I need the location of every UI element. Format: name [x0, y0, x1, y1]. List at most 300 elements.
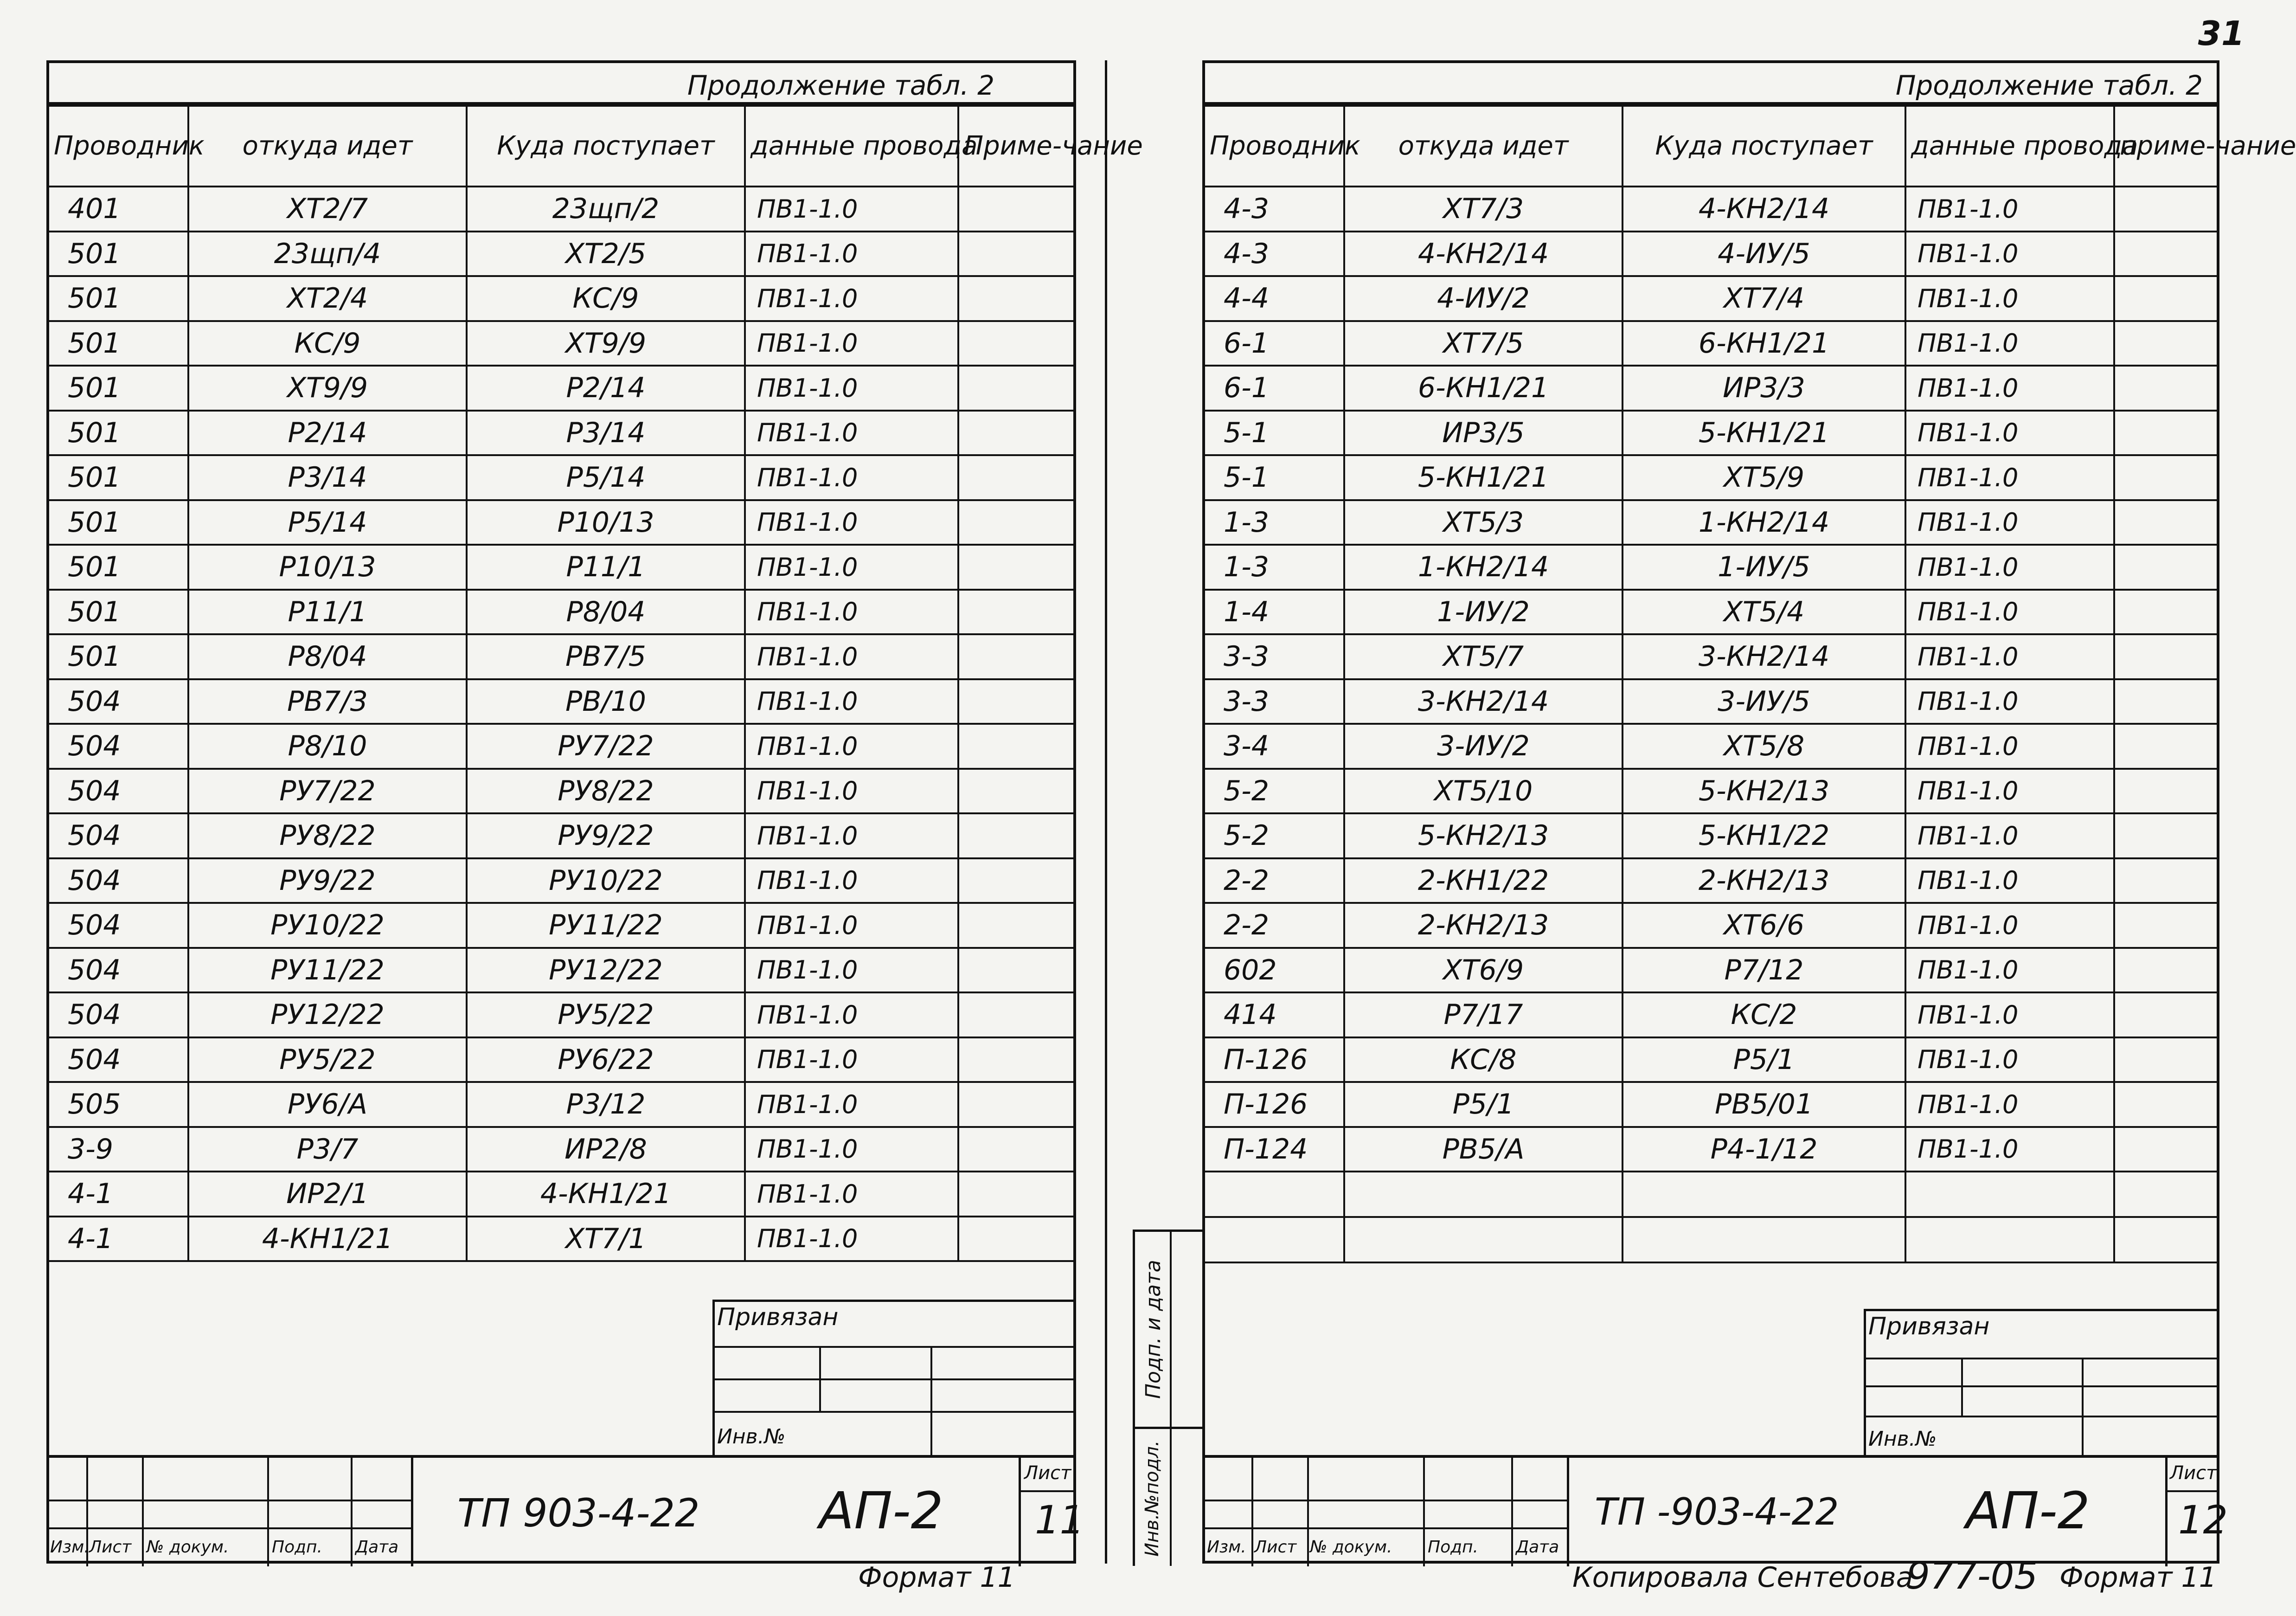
wire-id-cell: 3-3 — [1205, 634, 1344, 679]
stamp-label-doc-no: № докум. — [147, 1538, 229, 1557]
to-cell: Р8/04 — [467, 590, 745, 635]
wire-id-cell: 602 — [1205, 948, 1344, 993]
from-cell: РУ12/22 — [188, 992, 467, 1037]
wire-id-cell: 504 — [49, 813, 188, 858]
wire-id-cell: 1-3 — [1205, 500, 1344, 545]
to-cell: 1-КН2/14 — [1623, 500, 1905, 545]
table-row — [49, 321, 1073, 366]
stamp-label-izm: Изм. — [1207, 1538, 1246, 1557]
to-cell: Р7/12 — [1623, 948, 1905, 993]
wire-data-cell: ПВ1-1.0 — [1905, 992, 2114, 1037]
note-cell — [958, 500, 1073, 545]
table-row — [1205, 903, 2217, 948]
wire-id-cell: 505 — [49, 1082, 188, 1127]
note-cell — [958, 187, 1073, 232]
wire-data-cell: ПВ1-1.0 — [1905, 455, 2114, 500]
to-cell: 4-ИУ/5 — [1623, 232, 1905, 277]
wire-data-cell: ПВ1-1.0 — [745, 276, 958, 321]
to-cell: 2-КН2/13 — [1623, 858, 1905, 903]
to-cell: ИР3/3 — [1623, 366, 1905, 411]
note-cell — [2114, 1082, 2217, 1127]
from-cell: РУ11/22 — [188, 948, 467, 993]
to-cell: РУ6/22 — [467, 1037, 745, 1082]
to-cell: Р10/13 — [467, 500, 745, 545]
list-number: 12 — [2178, 1497, 2228, 1543]
note-cell — [958, 1127, 1073, 1172]
wire-id-cell: 501 — [49, 500, 188, 545]
wire-id-cell: 504 — [49, 858, 188, 903]
to-cell: РУ8/22 — [467, 769, 745, 814]
wire-id-cell: 4-3 — [1205, 187, 1344, 232]
table-row — [1205, 1037, 2217, 1082]
from-cell: Р3/7 — [188, 1127, 467, 1172]
table-row — [1205, 858, 2217, 903]
from-cell: РУ9/22 — [188, 858, 467, 903]
table-row — [1205, 948, 2217, 993]
from-cell: Р8/10 — [188, 724, 467, 769]
wire-data-cell: ПВ1-1.0 — [745, 590, 958, 635]
wire-id-cell: 4-3 — [1205, 232, 1344, 277]
note-cell — [958, 858, 1073, 903]
table-row — [49, 634, 1073, 679]
from-cell: Р5/1 — [1344, 1082, 1623, 1127]
wire-data-cell: ПВ1-1.0 — [745, 187, 958, 232]
gutter-stamp — [1133, 1230, 1205, 1566]
from-cell: ХТ7/5 — [1344, 321, 1623, 366]
note-cell — [958, 366, 1073, 411]
table-row — [1205, 724, 2217, 769]
from-cell: ХТ9/9 — [188, 366, 467, 411]
wire-id-cell: П-126 — [1205, 1082, 1344, 1127]
table-row — [1205, 813, 2217, 858]
col-header-wire-data: данные провода — [1905, 106, 2114, 187]
table-continuation-label: Продолжение табл. 2 — [1895, 70, 2203, 101]
to-cell: 4-КН2/14 — [1623, 187, 1905, 232]
wire-data-cell: ПВ1-1.0 — [745, 1127, 958, 1172]
from-cell — [1344, 1172, 1623, 1217]
to-cell: 4-КН1/21 — [467, 1172, 745, 1217]
stamp-label-list: Лист — [1254, 1538, 1297, 1557]
copied-by-label: Копировала Сентебова — [1572, 1561, 1913, 1594]
from-cell: Р10/13 — [188, 545, 467, 590]
note-cell — [958, 679, 1073, 724]
from-cell: ХТ5/7 — [1344, 634, 1623, 679]
note-cell — [958, 948, 1073, 993]
from-cell: РУ7/22 — [188, 769, 467, 814]
to-cell: ХТ2/5 — [467, 232, 745, 277]
stamp-label-signature: Подп. — [272, 1538, 322, 1557]
page-number: 31 — [2198, 14, 2245, 53]
note-cell — [958, 1037, 1073, 1082]
to-cell: ХТ5/9 — [1623, 455, 1905, 500]
table-row — [49, 276, 1073, 321]
wire-id-cell: 5-2 — [1205, 769, 1344, 814]
table-continuation-label: Продолжение табл. 2 — [687, 70, 994, 101]
table-row — [49, 1217, 1073, 1262]
table-row — [1205, 455, 2217, 500]
wire-data-cell: ПВ1-1.0 — [1905, 1082, 2114, 1127]
wire-id-cell: 4-1 — [49, 1172, 188, 1217]
wire-data-cell: ПВ1-1.0 — [745, 948, 958, 993]
wire-id-cell: 501 — [49, 321, 188, 366]
from-cell: РУ10/22 — [188, 903, 467, 948]
col-header-from: откуда идет — [188, 106, 467, 187]
wire-id-cell: 2-2 — [1205, 903, 1344, 948]
col-header-note: Приме-чание — [958, 106, 1073, 187]
to-cell: 5-КН1/21 — [1623, 411, 1905, 456]
to-cell: 3-КН2/14 — [1623, 634, 1905, 679]
to-cell: КС/9 — [467, 276, 745, 321]
wire-id-cell: 501 — [49, 232, 188, 277]
wire-data-cell: ПВ1-1.0 — [745, 813, 958, 858]
wiring-table-left — [49, 105, 1143, 1262]
table-row — [49, 948, 1073, 993]
to-cell — [1623, 1172, 1905, 1217]
from-cell: ИР2/1 — [188, 1172, 467, 1217]
wire-id-cell: 1-3 — [1205, 545, 1344, 590]
to-cell: РУ7/22 — [467, 724, 745, 769]
note-cell — [2114, 813, 2217, 858]
list-number: 11 — [1035, 1497, 1084, 1543]
wire-id-cell: 501 — [49, 545, 188, 590]
note-cell — [2114, 1127, 2217, 1172]
from-cell: 5-КН1/21 — [1344, 455, 1623, 500]
wire-id-cell: П-126 — [1205, 1037, 1344, 1082]
note-cell — [2114, 679, 2217, 724]
wire-id-cell: 501 — [49, 276, 188, 321]
to-cell: ХТ5/8 — [1623, 724, 1905, 769]
wire-id-cell: 401 — [49, 187, 188, 232]
from-cell: 2-КН2/13 — [1344, 903, 1623, 948]
wire-data-cell: ПВ1-1.0 — [745, 366, 958, 411]
from-cell: РУ8/22 — [188, 813, 467, 858]
to-cell: 5-КН2/13 — [1623, 769, 1905, 814]
note-cell — [2114, 187, 2217, 232]
wire-data-cell: ПВ1-1.0 — [745, 455, 958, 500]
from-cell: Р7/17 — [1344, 992, 1623, 1037]
wire-id-cell: 504 — [49, 724, 188, 769]
from-cell: ХТ5/10 — [1344, 769, 1623, 814]
note-cell — [2114, 545, 2217, 590]
table-row — [49, 1082, 1073, 1127]
note-cell — [2114, 366, 2217, 411]
note-cell — [958, 545, 1073, 590]
from-cell: 1-ИУ/2 — [1344, 590, 1623, 635]
wire-id-cell: П-124 — [1205, 1127, 1344, 1172]
from-cell: ИР3/5 — [1344, 411, 1623, 456]
table-row — [1205, 1217, 2217, 1262]
wire-data-cell: ПВ1-1.0 — [745, 1082, 958, 1127]
sheet-code: АП-2 — [1966, 1481, 2090, 1540]
note-cell — [958, 590, 1073, 635]
wire-data-cell — [1905, 1172, 2114, 1217]
note-cell — [2114, 948, 2217, 993]
wire-data-cell: ПВ1-1.0 — [745, 679, 958, 724]
table-row — [1205, 634, 2217, 679]
wire-data-cell: ПВ1-1.0 — [1905, 321, 2114, 366]
to-cell: 23щп/2 — [467, 187, 745, 232]
to-cell: Р3/12 — [467, 1082, 745, 1127]
wire-data-cell: ПВ1-1.0 — [1905, 1037, 2114, 1082]
wire-data-cell: ПВ1-1.0 — [745, 321, 958, 366]
from-cell: РУ5/22 — [188, 1037, 467, 1082]
from-cell: ХТ2/7 — [188, 187, 467, 232]
wire-data-cell: ПВ1-1.0 — [745, 903, 958, 948]
note-cell — [2114, 903, 2217, 948]
wire-data-cell: ПВ1-1.0 — [1905, 232, 2114, 277]
to-cell: РУ5/22 — [467, 992, 745, 1037]
to-cell: ИР2/8 — [467, 1127, 745, 1172]
wire-id-cell: 501 — [49, 455, 188, 500]
privyazan-block — [1864, 1309, 2217, 1457]
table-row — [49, 232, 1073, 277]
table-row — [49, 187, 1073, 232]
note-cell — [2114, 1037, 2217, 1082]
wire-data-cell: ПВ1-1.0 — [1905, 769, 2114, 814]
col-header-wire: Проводник — [49, 106, 188, 187]
note-cell — [2114, 590, 2217, 635]
title-block — [49, 1455, 1084, 1566]
note-cell — [958, 411, 1073, 456]
stamp-label-signature: Подп. — [1428, 1538, 1478, 1557]
wire-data-cell: ПВ1-1.0 — [745, 992, 958, 1037]
table-row — [1205, 321, 2217, 366]
wire-data-cell: ПВ1-1.0 — [1905, 500, 2114, 545]
wire-id-cell: 4-4 — [1205, 276, 1344, 321]
note-cell — [958, 769, 1073, 814]
document-code: ТП 903-4-22 — [457, 1490, 700, 1536]
from-cell: 4-КН1/21 — [188, 1217, 467, 1262]
wire-data-cell: ПВ1-1.0 — [1905, 545, 2114, 590]
wire-data-cell: ПВ1-1.0 — [745, 411, 958, 456]
note-cell — [2114, 455, 2217, 500]
wire-id-cell: 504 — [49, 679, 188, 724]
wire-data-cell: ПВ1-1.0 — [1905, 411, 2114, 456]
note-cell — [2114, 992, 2217, 1037]
wire-id-cell: 5-2 — [1205, 813, 1344, 858]
stamp-label-izm: Изм. — [50, 1538, 90, 1557]
to-cell: КС/2 — [1623, 992, 1905, 1037]
from-cell: Р3/14 — [188, 455, 467, 500]
wire-data-cell: ПВ1-1.0 — [745, 545, 958, 590]
wire-id-cell: 2-2 — [1205, 858, 1344, 903]
note-cell — [958, 232, 1073, 277]
from-cell: 4-КН2/14 — [1344, 232, 1623, 277]
to-cell: 1-ИУ/5 — [1623, 545, 1905, 590]
wire-data-cell: ПВ1-1.0 — [745, 634, 958, 679]
gutter-line — [1105, 60, 1107, 1564]
from-cell: ХТ7/3 — [1344, 187, 1623, 232]
col-header-to: Куда поступает — [467, 106, 745, 187]
wire-id-cell: 414 — [1205, 992, 1344, 1037]
wire-data-cell: ПВ1-1.0 — [1905, 724, 2114, 769]
wire-data-cell: ПВ1-1.0 — [1905, 679, 2114, 724]
note-cell — [2114, 411, 2217, 456]
wire-data-cell: ПВ1-1.0 — [745, 1172, 958, 1217]
table-row — [49, 455, 1073, 500]
wire-data-cell: ПВ1-1.0 — [745, 232, 958, 277]
document-code: ТП -903-4-22 — [1595, 1490, 1839, 1533]
table-row — [49, 813, 1073, 858]
from-cell: РВ7/3 — [188, 679, 467, 724]
table-row — [49, 590, 1073, 635]
wire-data-cell: ПВ1-1.0 — [1905, 634, 2114, 679]
list-label: Лист — [2170, 1462, 2217, 1484]
wire-data-cell: ПВ1-1.0 — [745, 1217, 958, 1262]
gutter-label-signature-date: Подп. и дата — [1142, 1260, 1165, 1399]
note-cell — [2114, 634, 2217, 679]
to-cell: Р5/14 — [467, 455, 745, 500]
note-cell — [2114, 1217, 2217, 1262]
table-header-row — [49, 106, 1073, 187]
note-cell — [958, 276, 1073, 321]
note-cell — [2114, 858, 2217, 903]
note-cell — [958, 992, 1073, 1037]
to-cell: Р3/14 — [467, 411, 745, 456]
note-cell — [958, 1217, 1073, 1262]
wiring-table-right — [1205, 105, 2296, 1263]
table-row — [49, 679, 1073, 724]
sheet-right — [1202, 60, 2296, 1564]
stamp-label-date: Дата — [355, 1538, 399, 1557]
privyazan-label: Привязан — [717, 1303, 839, 1331]
wire-data-cell — [1905, 1217, 2114, 1262]
table-row — [49, 1127, 1073, 1172]
wire-id-cell: 5-1 — [1205, 455, 1344, 500]
to-cell: Р11/1 — [467, 545, 745, 590]
from-cell: 5-КН2/13 — [1344, 813, 1623, 858]
from-cell: 3-КН2/14 — [1344, 679, 1623, 724]
wire-data-cell: ПВ1-1.0 — [1905, 366, 2114, 411]
note-cell — [958, 455, 1073, 500]
table-row — [49, 769, 1073, 814]
wire-data-cell: ПВ1-1.0 — [1905, 903, 2114, 948]
wire-data-cell: ПВ1-1.0 — [745, 724, 958, 769]
col-header-wire-data: данные провода — [745, 106, 958, 187]
note-cell — [2114, 769, 2217, 814]
note-cell — [2114, 321, 2217, 366]
table-row — [49, 1172, 1073, 1217]
copy-number: 977-05 — [1906, 1554, 2038, 1597]
table-row — [49, 366, 1073, 411]
note-cell — [958, 321, 1073, 366]
wire-id-cell: 3-9 — [49, 1127, 188, 1172]
note-cell — [2114, 276, 2217, 321]
note-cell — [958, 724, 1073, 769]
wire-id-cell: 3-4 — [1205, 724, 1344, 769]
wire-id-cell — [1205, 1172, 1344, 1217]
to-cell: РУ9/22 — [467, 813, 745, 858]
privyazan-label: Привязан — [1868, 1313, 1990, 1340]
to-cell: Р5/1 — [1623, 1037, 1905, 1082]
table-row — [1205, 769, 2217, 814]
wire-data-cell: ПВ1-1.0 — [745, 1037, 958, 1082]
to-cell: РУ11/22 — [467, 903, 745, 948]
from-cell: 4-ИУ/2 — [1344, 276, 1623, 321]
sheet-code: АП-2 — [819, 1481, 943, 1540]
wire-id-cell: 504 — [49, 992, 188, 1037]
from-cell: ХТ2/4 — [188, 276, 467, 321]
to-cell: ХТ6/6 — [1623, 903, 1905, 948]
table-row — [1205, 1082, 2217, 1127]
title-block — [1205, 1455, 2228, 1566]
from-cell: 1-КН2/14 — [1344, 545, 1623, 590]
note-cell — [958, 813, 1073, 858]
table-row — [1205, 992, 2217, 1037]
table-row — [1205, 411, 2217, 456]
table-row — [49, 903, 1073, 948]
table-row — [49, 992, 1073, 1037]
wire-data-cell: ПВ1-1.0 — [745, 858, 958, 903]
wire-data-cell: ПВ1-1.0 — [745, 500, 958, 545]
wire-id-cell: 6-1 — [1205, 366, 1344, 411]
table-row — [49, 411, 1073, 456]
note-cell — [958, 1082, 1073, 1127]
table-continuation-header — [49, 63, 1073, 105]
from-cell: 23щп/4 — [188, 232, 467, 277]
to-cell: РВ/10 — [467, 679, 745, 724]
wire-id-cell: 1-4 — [1205, 590, 1344, 635]
table-row — [1205, 1127, 2217, 1172]
table-row — [49, 724, 1073, 769]
table-row — [1205, 276, 2217, 321]
to-cell: 6-КН1/21 — [1623, 321, 1905, 366]
from-cell: Р11/1 — [188, 590, 467, 635]
stamp-label-doc-no: № докум. — [1310, 1538, 1392, 1557]
table-row — [1205, 232, 2217, 277]
table-row — [1205, 366, 2217, 411]
wire-id-cell: 5-1 — [1205, 411, 1344, 456]
inventory-number-label: Инв.№ — [1868, 1427, 1937, 1451]
to-cell: РУ10/22 — [467, 858, 745, 903]
to-cell: РУ12/22 — [467, 948, 745, 993]
wire-id-cell: 501 — [49, 366, 188, 411]
wire-id-cell: 504 — [49, 903, 188, 948]
table-row — [49, 1037, 1073, 1082]
wire-data-cell: ПВ1-1.0 — [745, 769, 958, 814]
table-row — [49, 858, 1073, 903]
note-cell — [958, 903, 1073, 948]
to-cell: РВ7/5 — [467, 634, 745, 679]
from-cell: Р8/04 — [188, 634, 467, 679]
privyazan-block — [712, 1300, 1073, 1457]
to-cell: ХТ7/1 — [467, 1217, 745, 1262]
stamp-label-list: Лист — [89, 1538, 132, 1557]
wire-data-cell: ПВ1-1.0 — [1905, 590, 2114, 635]
table-continuation-header — [1205, 63, 2217, 105]
wire-id-cell: 504 — [49, 1037, 188, 1082]
wire-id-cell: 501 — [49, 590, 188, 635]
from-cell: Р2/14 — [188, 411, 467, 456]
table-row — [49, 500, 1073, 545]
note-cell — [2114, 500, 2217, 545]
table-row — [1205, 590, 2217, 635]
wire-id-cell: 6-1 — [1205, 321, 1344, 366]
wire-data-cell: ПВ1-1.0 — [1905, 1127, 2114, 1172]
from-cell: РВ5/А — [1344, 1127, 1623, 1172]
to-cell: РВ5/01 — [1623, 1082, 1905, 1127]
sheet-left — [46, 60, 1143, 1564]
table-row — [49, 545, 1073, 590]
from-cell: ХТ5/3 — [1344, 500, 1623, 545]
wire-id-cell: 501 — [49, 634, 188, 679]
wire-id-cell — [1205, 1217, 1344, 1262]
table-row — [1205, 1172, 2217, 1217]
note-cell — [958, 1172, 1073, 1217]
wire-id-cell: 501 — [49, 411, 188, 456]
col-header-to: Куда поступает — [1623, 106, 1905, 187]
to-cell — [1623, 1217, 1905, 1262]
